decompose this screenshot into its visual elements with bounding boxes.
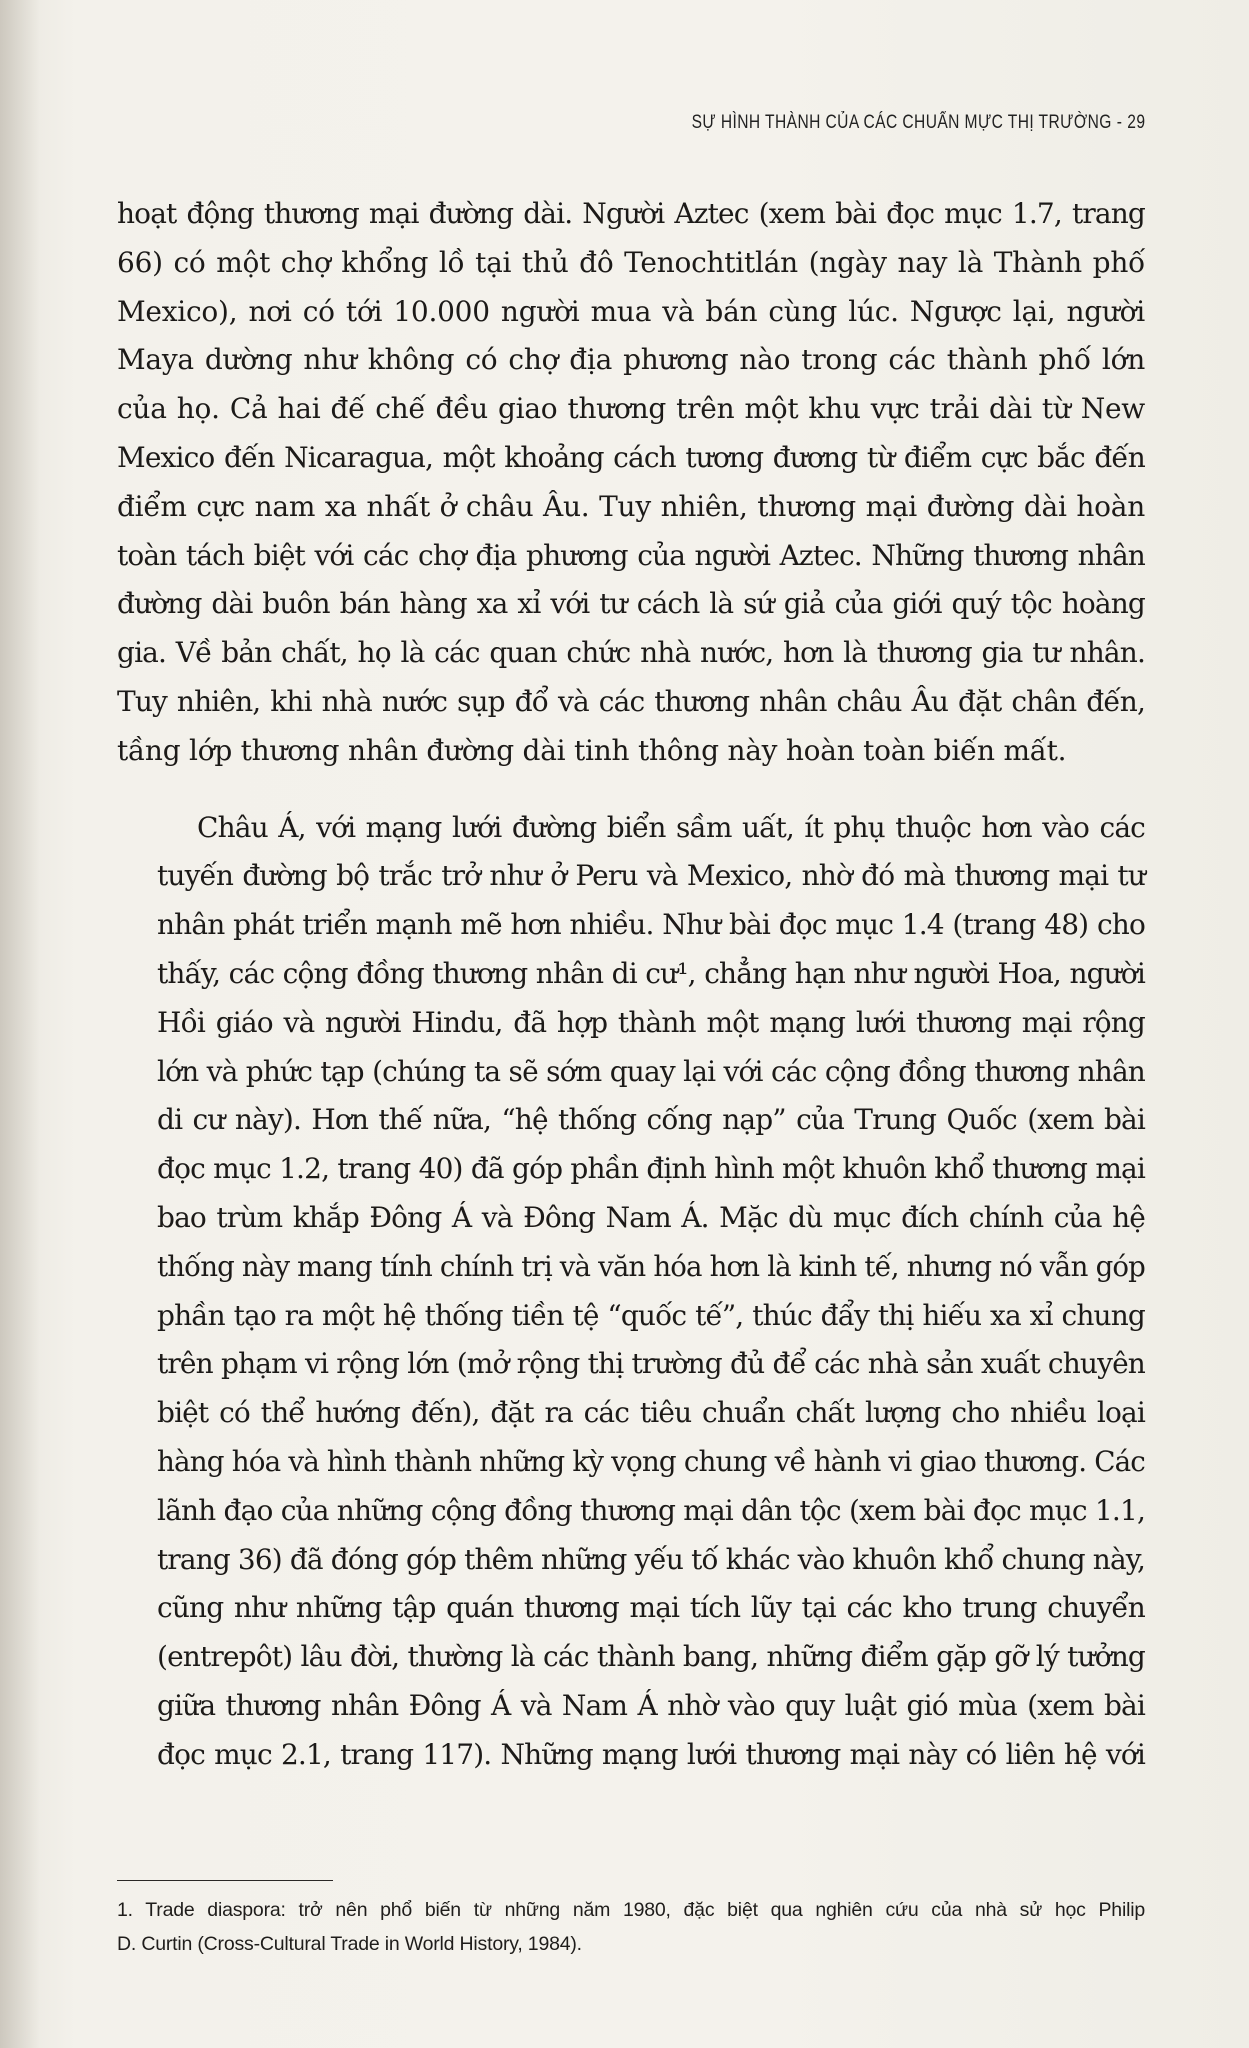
running-title: SỰ HÌNH THÀNH CỦA CÁC CHUẨN MỰC THỊ TRƯỜNG [691, 112, 1112, 133]
text-line: Maya dường như không có chợ địa phương nào trong các thành phố lớn [117, 343, 1145, 377]
text-line: trên phạm vi rộng lớn (mở rộng thị trường đủ để các nhà sản xuất chuyên [157, 1347, 1145, 1381]
running-header [691, 112, 1145, 134]
text-line: đọc mục 1.2, trang 40) đã góp phần định hình một khuôn khổ thương mại [157, 1152, 1145, 1186]
text-line: đường dài buôn bán hàng xa xỉ với tư cách là sứ giả của giới quý tộc hoàng [117, 587, 1145, 621]
text-line: đọc mục 2.1, trang 117). Những mạng lưới thương mại này có liên hệ với [157, 1737, 1145, 1771]
text-line: của họ. Cả hai đế chế đều giao thương trên một khu vực trải dài từ New [117, 392, 1145, 426]
footnote-line: 1. Trade diaspora: trở nên phổ biến từ những năm 1980, đặc biệt qua nghiên cứu của nhà sử học Philip [117, 1899, 1145, 1921]
header-separator: - [1116, 112, 1122, 133]
footnote [117, 1893, 1145, 1961]
text-line: tầng lớp thương nhân đường dài tinh thông này hoàn toàn biến mất. [117, 733, 1067, 767]
text-line: nhân phát triển mạnh mẽ hơn nhiều. Như bài đọc mục 1.4 (trang 48) cho [157, 908, 1145, 942]
text-line: gia. Về bản chất, họ là các quan chức nhà nước, hơn là thương gia tư nhân. [117, 636, 1145, 670]
text-line: (entrepôt) lâu đời, thường là các thành bang, những điểm gặp gỡ lý tưởng [157, 1640, 1145, 1674]
text-line: lớn và phức tạp (chúng ta sẽ sớm quay lại với các cộng đồng thương nhân [157, 1054, 1145, 1088]
text-line: toàn tách biệt với các chợ địa phương của người Aztec. Những thương nhân [117, 538, 1145, 572]
text-line: phần tạo ra một hệ thống tiền tệ “quốc tế”, thúc đẩy thị hiếu xa xỉ chung [157, 1298, 1145, 1332]
text-line: hàng hóa và hình thành những kỳ vọng chung về hành vi giao thương. Các [157, 1444, 1145, 1478]
paragraph-1 [117, 190, 1145, 776]
text-line: biệt có thể hướng đến), đặt ra các tiêu chuẩn chất lượng cho nhiều loại [157, 1396, 1145, 1430]
text-line: điểm cực nam xa nhất ở châu Âu. Tuy nhiên, thương mại đường dài hoàn [117, 489, 1145, 523]
text-line: Châu Á, với mạng lưới đường biển sầm uất, ít phụ thuộc hơn vào các [197, 810, 1145, 844]
body-text [117, 190, 1145, 1780]
text-line: 66) có một chợ khổng lồ tại thủ đô Tenochtitlán (ngày nay là Thành phố [117, 245, 1145, 279]
text-line: tuyến đường bộ trắc trở như ở Peru và Mexico, nhờ đó mà thương mại tư [157, 859, 1145, 893]
footnote-line: D. Curtin (Cross-Cultural Trade in World History, 1984). [117, 1933, 582, 1955]
text-line: trang 36) đã đóng góp thêm những yếu tố khác vào khuôn khổ chung này, [157, 1542, 1145, 1576]
text-line: hoạt động thương mại đường dài. Người Aztec (xem bài đọc mục 1.7, trang [117, 197, 1145, 230]
text-line: thống này mang tính chính trị và văn hóa hơn là kinh tế, nhưng nó vẫn góp [157, 1249, 1145, 1283]
text-line: Tuy nhiên, khi nhà nước sụp đổ và các thương nhân châu Âu đặt chân đến, [117, 684, 1145, 718]
text-line: thấy, các cộng đồng thương nhân di cư¹, chẳng hạn như người Hoa, người [157, 956, 1145, 990]
text-line: Mexico đến Nicaragua, một khoảng cách tương đương từ điểm cực bắc đến [117, 440, 1145, 474]
text-line: giữa thương nhân Đông Á và Nam Á nhờ vào quy luật gió mùa (xem bài [157, 1688, 1145, 1722]
text-line: bao trùm khắp Đông Á và Đông Nam Á. Mặc dù mục đích chính của hệ [157, 1200, 1145, 1234]
text-line: lãnh đạo của những cộng đồng thương mại dân tộc (xem bài đọc mục 1.1, [157, 1493, 1145, 1527]
text-line: cũng như những tập quán thương mại tích lũy tại các kho trung chuyển [157, 1591, 1145, 1625]
footnote-divider [117, 1880, 333, 1881]
text-line: Mexico), nơi có tới 10.000 người mua và bán cùng lúc. Ngược lại, người [117, 294, 1145, 328]
text-line: di cư này). Hơn thế nữa, “hệ thống cống nạp” của Trung Quốc (xem bài [157, 1103, 1145, 1137]
paragraph-2 [117, 804, 1145, 1780]
text-line: Hồi giáo và người Hindu, đã hợp thành một mạng lưới thương mại rộng [157, 1005, 1145, 1039]
page-number: 29 [1126, 112, 1145, 133]
page-gutter-shadow [0, 0, 40, 2048]
